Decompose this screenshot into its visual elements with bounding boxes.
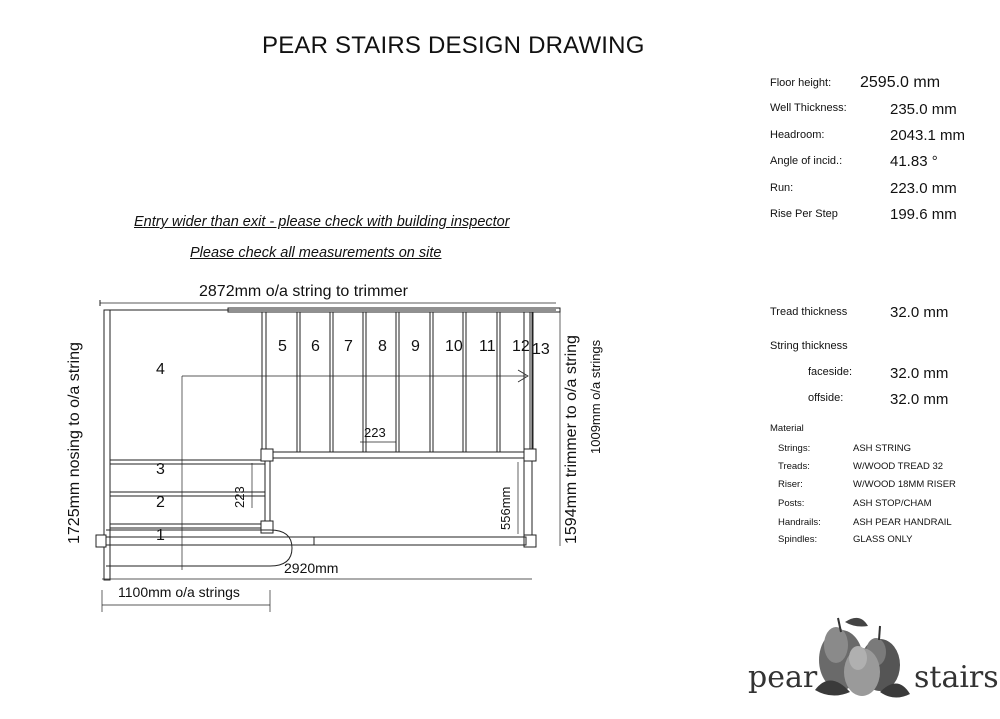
angle-label: Angle of incid.:: [770, 155, 843, 167]
step-number: 2: [156, 494, 165, 511]
step-number: 12: [512, 338, 530, 355]
step-number: 5: [278, 338, 287, 355]
faceside-label: faceside:: [808, 366, 853, 378]
headroom-label: Headroom:: [770, 129, 825, 141]
material-label: Handrails:: [778, 517, 821, 528]
material-label: Strings:: [778, 443, 811, 454]
winder-dimension-label: 223: [232, 486, 247, 508]
step-number: 4: [156, 361, 165, 378]
bottom-left-dimension-label: 1100mm o/a strings: [118, 584, 240, 600]
step-number: 7: [344, 338, 353, 355]
step-number: 9: [411, 338, 420, 355]
headroom-value: 2043.1 mm: [890, 127, 966, 144]
material-value: ASH STRING: [853, 443, 912, 454]
rise-label: Rise Per Step: [770, 208, 838, 220]
tread-thickness-label: Tread thickness: [770, 306, 848, 318]
string-thickness-label: String thickness: [770, 340, 848, 352]
landing-dimension-label: 556mm: [498, 486, 513, 530]
offside-label: offside:: [808, 392, 844, 404]
run-dimension-label: 223: [364, 425, 386, 440]
well-thickness-value: 235.0 mm: [890, 101, 957, 118]
material-value: W/WOOD TREAD 32: [853, 461, 944, 472]
material-heading: Material: [770, 423, 804, 434]
drawing-title: PEAR STAIRS DESIGN DRAWING: [262, 32, 645, 59]
material-value: ASH STOP/CHAM: [853, 498, 932, 509]
right-outer-dimension-label: 1594mm trimmer to o/a string: [563, 335, 580, 544]
check-measurements-note: Please check all measurements on site: [190, 245, 442, 261]
bottom-dimension-label: 2920mm: [284, 560, 339, 576]
material-label: Treads:: [778, 461, 810, 472]
material-label: Riser:: [778, 479, 803, 490]
material-value: W/WOOD 18MM RISER: [853, 479, 956, 490]
top-dimension-label: 2872mm o/a string to trimmer: [199, 283, 408, 300]
offside-value: 32.0 mm: [890, 391, 949, 408]
run-value: 223.0 mm: [890, 180, 957, 197]
tread-thickness-value: 32.0 mm: [890, 304, 949, 321]
angle-value: 41.83 °: [890, 153, 938, 170]
logo-text-right: stairs: [914, 660, 999, 695]
step-number: 6: [311, 338, 320, 355]
material-value: GLASS ONLY: [853, 534, 913, 545]
material-value: ASH PEAR HANDRAIL: [853, 517, 952, 528]
floor-height-value: 2595.0 mm: [860, 74, 941, 91]
step-number: 13: [532, 341, 550, 358]
material-label: Spindles:: [778, 534, 818, 545]
step-number: 10: [445, 338, 463, 355]
step-number: 1: [156, 527, 165, 544]
run-label: Run:: [770, 182, 794, 194]
entry-warning-note: Entry wider than exit - please check with building inspector: [134, 214, 510, 230]
material-label: Posts:: [778, 498, 805, 509]
step-number: 11: [479, 338, 496, 355]
faceside-value: 32.0 mm: [890, 365, 949, 382]
step-number: 8: [378, 338, 387, 355]
rise-value: 199.6 mm: [890, 206, 957, 223]
floor-height-label: Floor height:: [770, 77, 832, 89]
step-number: 3: [156, 461, 165, 478]
left-dimension-label: 1725mm nosing to o/a string: [66, 342, 83, 544]
well-thickness-label: Well Thickness:: [770, 102, 847, 114]
right-inner-dimension-label: 1009mm o/a strings: [588, 339, 603, 454]
logo-text-left: pear: [748, 660, 818, 695]
